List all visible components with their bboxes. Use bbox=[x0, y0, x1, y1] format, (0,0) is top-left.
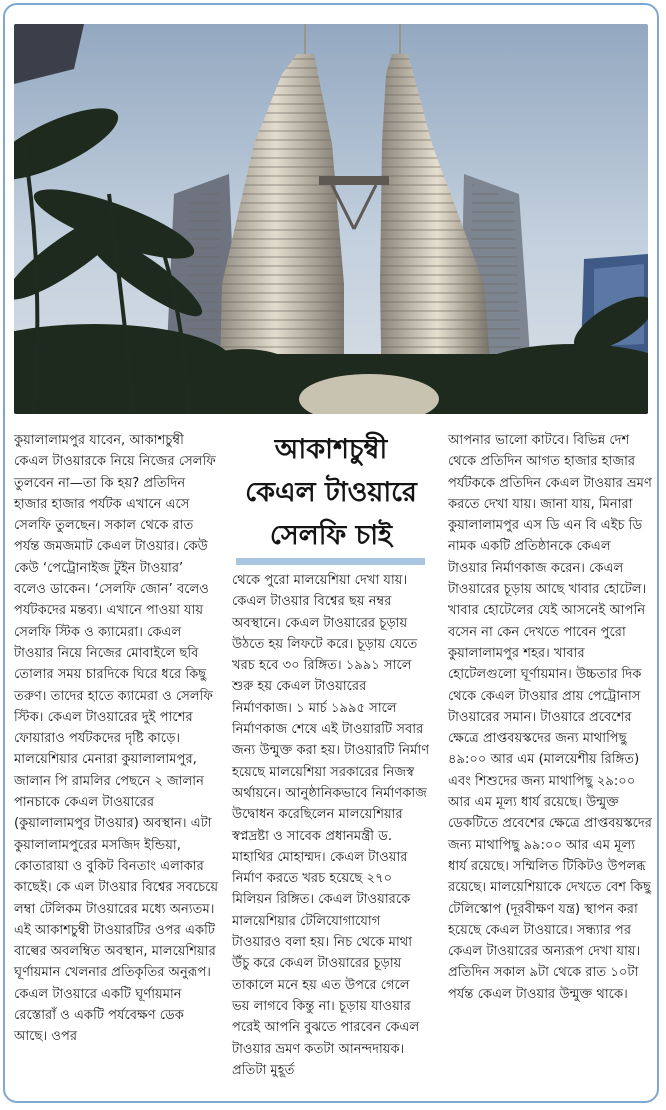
column-3-text: আপনার ভালো কাটবে। বিভিন্ন দেশ থেকে প্রতিদিন আগত হাজার হাজার পর্যটককে প্রতিদিন কেএল টাওয়ার ভ্রমণ করতে দেখা যায়। জানা যায়, মিনারা কুয়ালালামপুর এস ডি এন বি এইচ ডি নামক একটি প্রতিষ্ঠানকে কেএল টাওয়ার নির্মাণকাজ করেন। কেএল টাওয়ারের চূড়ায় আছে খাবার হোটেল। খাবার হোটেলের যেই আসনেই আপনি বসেন না কেন দেখতে পাবেন পুরো কুয়ালালামপুর শহর। খাবার হোটেলগুলো ঘূর্ণায়মান। উচ্চতার দিক থেকে কেএল টাওয়ার প্রায় পেট্রোনাস টাওয়ারের সমান। টাওয়ারে প্রবেশের ক্ষেত্রে প্রাপ্তবয়স্কদের জন্য মাথাপিছু ৪৯:০০ আর এম (মালয়েশীয় রিঙ্গিত) এবং শিশুদের জন্য মাথাপিছু ২৯:০০ আর এম মূল্য ধার্য রয়েছে। উন্মুক্ত ডেকটিতে প্রবেশের ক্ষেত্রে প্রাপ্তবয়স্কদের জন্য মাথাপিছু ৯৯:০০ আর এম মূল্য ধার্য রয়েছে। সম্মিলিত টিকিটও উপলব্ধ রয়েছে। মালয়েশিয়াকে দেখতে বেশ কিছু টেলিস্কোপ (দূরবীক্ষণ যন্ত্র) স্থাপন করা হয়েছে কেএল টাওয়ারে। সন্ধ্যার পর কেএল টাওয়ারের অন্যরূপ দেখা যায়। প্রতিদিন সকাল ৯টা থেকে রাত ১০টা পর্যন্ত কেএল টাওয়ার উন্মুক্ত থাকে। bbox=[448, 433, 653, 1002]
headline-line-3: সেলফি চাই bbox=[269, 520, 393, 551]
headline-line-1: আকাশচুম্বী bbox=[274, 434, 388, 465]
headline-line-2: কেএল টাওয়ারে bbox=[245, 477, 417, 508]
headline-rule bbox=[236, 558, 425, 565]
article-column-3 bbox=[448, 430, 653, 1005]
column-1-text: কুয়ালালামপুর যাবেন, আকাশচুম্বী কেএল টাওয়ারকে নিয়ে নিজের সেলফি তুলবেন না—তা কি হয়? প্রতিদিন হাজার হাজার পর্যটক এখানে এসে সেলফি তুলছেন। সকাল থেকে রাত পর্যন্ত জমজমাট কেএল টাওয়ার। কেউ কেউ ‘পেট্রোনাইজ টুইন টাওয়ার’ বলেও ডাকেন। ‘সেলফি জোন’ বলেও পর্যটকদের মন্তব্য। এখানে পাওয়া যায় সেলফি স্টিক ও ক্যামেরা। কেএল টাওয়ার নিয়ে নিজের মোবাইলে ছবি তোলার সময় চারদিকে ঘিরে ধরে কিছু তরুণ। তাদের হাতে ক্যামেরা ও সেলফি স্টিক। কেএল টাওয়ারের দুই পাশের ফোয়ারাও পর্যটকদের দৃষ্টি কাড়ে। মালয়েশিয়ার মেনারা কুয়ালালামপুর, জালান পি রামলির পেছনে ২ জালান পানচাকে কেএল টাওয়ারের (কুয়ালালামপুর টাওয়ার) অবস্থান। এটা কুয়ালালামপুরের মসজিদ ইন্ডিয়া, কোতারায়া ও বুকিট বিনতাং এলাকার কাছেই। কে এল টাওয়ার বিশ্বের সবচেয়ে লম্বা টেলিকম টাওয়ারের মধ্যে অন্যতম। এই আকাশচুম্বী টাওয়ারটির ওপর একটি বাল্বের অবলম্বিত অবস্থান, মালয়েশিয়ার ঘূর্ণায়মান খেলনার প্রতিকৃতির অনুরূপ। কেএল টাওয়ারে একটি ঘূর্ণায়মান রেস্তোরাঁ ও একটি পর্যবেক্ষণ ডেক আছে। ওপর bbox=[14, 433, 219, 1045]
tower-photo bbox=[14, 24, 648, 414]
petronas-towers-image bbox=[14, 24, 648, 414]
article-column-2 bbox=[232, 570, 430, 1081]
article-column-1 bbox=[14, 430, 219, 1048]
headline bbox=[232, 428, 430, 557]
column-2-text: থেকে পুরো মালয়েশিয়া দেখা যায়। কেএল টাওয়ার বিশ্বের ছয় নম্বর অবস্থানে। কেএল টাওয়ারের চূড়ায় উঠতে হয় লিফটে করে। চূড়ায় যেতে খরচ হবে ৩০ রিঙ্গিত। ১৯৯১ সালে শুরু হয় কেএল টাওয়ারের নির্মাণকাজ। ১ মার্চ ১৯৯৫ সালে নির্মাণকাজ শেষে এই টাওয়ারটি সবার জন্য উন্মুক্ত করা হয়। টাওয়ারটি নির্মাণ হয়েছে মালয়েশিয়া সরকারের নিজস্ব অর্থায়নে। আনুষ্ঠানিকভাবে নির্মাণকাজ উদ্বোধন করেছিলেন মালয়েশিয়ার স্বপ্নদ্রষ্টা ও সাবেক প্রধানমন্ত্রী ড. মাহাথির মোহাম্মদ। কেএল টাওয়ার নির্মাণ করতে খরচ হয়েছে ২৭০ মিলিয়ন রিঙ্গিত। কেএল টাওয়ারকে মালয়েশিয়ার টেলিযোগাযোগ টাওয়ারও বলা হয়। নিচ থেকে মাথা উঁচু করে কেএল টাওয়ারের চূড়ায় তাকালে মনে হয় এত উপরে গেলে ভয় লাগবে কিন্তু না। চূড়ায় যাওয়ার পরেই আপনি বুঝতে পারবেন কেএল টাওয়ার ভ্রমণ কতটা আনন্দদায়ক। প্রতিটা মুহূর্ত bbox=[232, 573, 430, 1078]
